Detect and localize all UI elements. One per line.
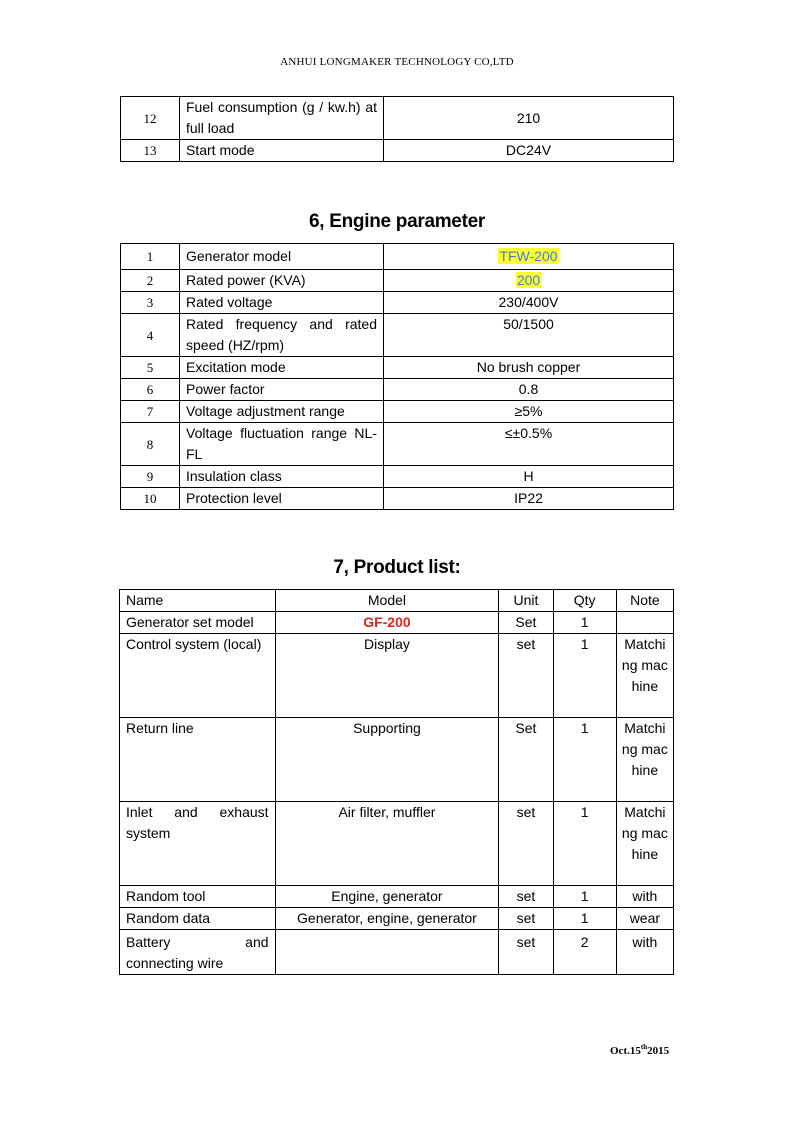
product-model: Supporting	[275, 718, 499, 802]
header-model: Model	[275, 590, 499, 612]
row-label: Voltage adjustment range	[180, 401, 384, 423]
row-number: 7	[121, 401, 180, 423]
product-name: Inlet and exhaust system	[120, 802, 276, 886]
row-value: 210	[384, 97, 674, 140]
header-unit: Unit	[499, 590, 553, 612]
product-model: Generator, engine, generator	[275, 908, 499, 930]
table-row	[120, 802, 674, 886]
row-label: Insulation class	[180, 466, 384, 488]
row-number: 4	[121, 314, 180, 357]
header-qty: Qty	[553, 590, 616, 612]
row-value: DC24V	[384, 140, 674, 162]
table-row	[120, 718, 674, 802]
product-name: Random data	[120, 908, 276, 930]
product-qty: 1	[553, 718, 616, 802]
row-value: 0.8	[384, 379, 674, 401]
date-prefix: Oct.15	[610, 1045, 641, 1057]
product-unit: set	[499, 634, 553, 718]
table-row	[121, 314, 674, 357]
product-model: Display	[275, 634, 499, 718]
date-year: 2015	[647, 1045, 670, 1057]
table-row	[121, 292, 674, 314]
product-unit: set	[499, 908, 553, 930]
table-row	[121, 357, 674, 379]
product-list-table	[119, 589, 674, 975]
row-label: Generator model	[180, 244, 384, 270]
row-number: 10	[121, 488, 180, 510]
generator-model-value: TFW-200	[499, 248, 558, 264]
row-number: 13	[121, 140, 180, 162]
row-label: Fuel consumption (g / kw.h) at full load	[180, 97, 384, 140]
company-header: ANHUI LONGMAKER TECHNOLOGY CO,LTD	[280, 56, 514, 68]
table-row	[121, 140, 674, 162]
date-suffix: th	[640, 1043, 648, 1051]
product-qty: 1	[553, 886, 616, 908]
product-note: Matching machine	[616, 634, 673, 718]
product-unit: Set	[499, 612, 553, 634]
row-number: 6	[121, 379, 180, 401]
product-unit: set	[499, 886, 553, 908]
table-row	[121, 466, 674, 488]
product-name: Generator set model	[120, 612, 276, 634]
rated-power-value: 200	[516, 272, 541, 288]
table-row	[120, 930, 674, 975]
row-number: 8	[121, 423, 180, 466]
header-note: Note	[616, 590, 673, 612]
parameter-table-continued	[120, 96, 674, 162]
row-value: No brush copper	[384, 357, 674, 379]
table-row	[121, 423, 674, 466]
row-value: ≤±0.5%	[384, 423, 674, 466]
product-name: Battery and connecting wire	[120, 930, 276, 975]
header-name: Name	[120, 590, 276, 612]
product-note	[616, 612, 673, 634]
product-note: Matching machine	[616, 718, 673, 802]
row-label: Rated voltage	[180, 292, 384, 314]
document-date	[610, 1043, 669, 1057]
product-model: Engine, generator	[275, 886, 499, 908]
product-qty: 1	[553, 802, 616, 886]
product-name: Control system (local)	[120, 634, 276, 718]
row-number: 12	[121, 97, 180, 140]
engine-parameter-heading: 6, Engine parameter	[309, 211, 485, 232]
product-unit: set	[499, 930, 553, 975]
row-number: 2	[121, 270, 180, 292]
product-model: Air filter, muffler	[275, 802, 499, 886]
table-row	[121, 379, 674, 401]
row-number: 5	[121, 357, 180, 379]
product-list-heading: 7, Product list:	[333, 557, 461, 578]
table-row	[120, 908, 674, 930]
product-qty: 1	[553, 634, 616, 718]
row-number: 1	[121, 244, 180, 270]
table-row	[121, 401, 674, 423]
table-row	[121, 244, 674, 270]
row-value: ≥5%	[384, 401, 674, 423]
row-label: Excitation mode	[180, 357, 384, 379]
row-number: 9	[121, 466, 180, 488]
row-value: H	[384, 466, 674, 488]
product-note: Matching machine	[616, 802, 673, 886]
product-name: Random tool	[120, 886, 276, 908]
row-value: 230/400V	[384, 292, 674, 314]
product-qty: 1	[553, 612, 616, 634]
row-label: Power factor	[180, 379, 384, 401]
row-value: IP22	[384, 488, 674, 510]
product-model-highlight: GF-200	[363, 614, 411, 630]
row-label: Rated power (KVA)	[180, 270, 384, 292]
product-note: with	[616, 886, 673, 908]
product-note: wear	[616, 908, 673, 930]
product-name: Return line	[120, 718, 276, 802]
table-row	[121, 488, 674, 510]
row-number: 3	[121, 292, 180, 314]
product-model	[275, 930, 499, 975]
row-label: Voltage fluctuation range NL-FL	[180, 423, 384, 466]
row-label: Start mode	[180, 140, 384, 162]
engine-parameter-table	[120, 243, 674, 510]
table-row	[120, 612, 674, 634]
product-qty: 2	[553, 930, 616, 975]
product-qty: 1	[553, 908, 616, 930]
product-unit: set	[499, 802, 553, 886]
table-header-row	[120, 590, 674, 612]
table-row	[120, 886, 674, 908]
product-note: with	[616, 930, 673, 975]
row-value: 50/1500	[384, 314, 674, 357]
table-row	[121, 97, 674, 140]
table-row	[121, 270, 674, 292]
row-label: Protection level	[180, 488, 384, 510]
product-unit: Set	[499, 718, 553, 802]
table-row	[120, 634, 674, 718]
row-label: Rated frequency and rated speed (HZ/rpm)	[180, 314, 384, 357]
